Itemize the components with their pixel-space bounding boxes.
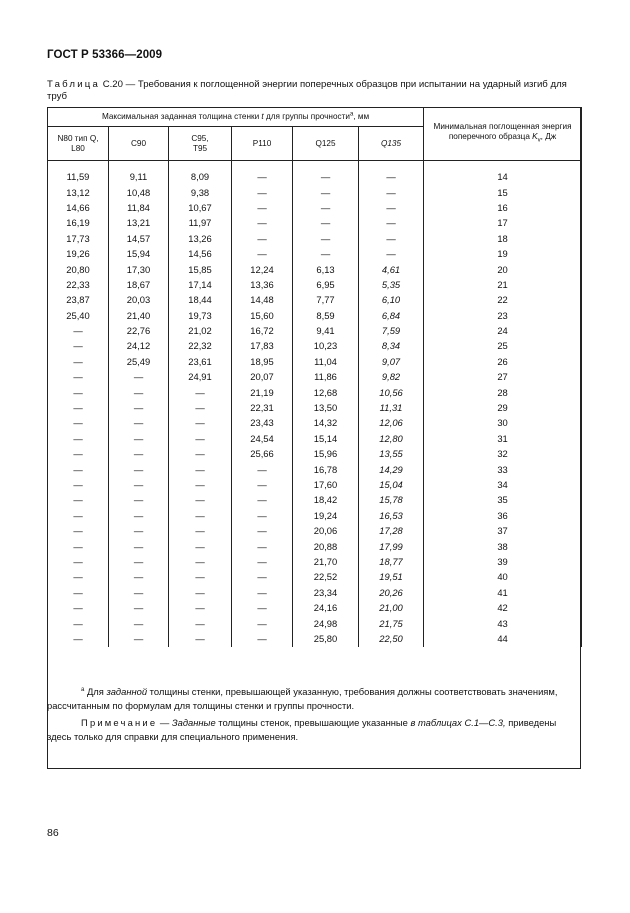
table-row [48,431,582,446]
table-cell: 20,88 [293,538,359,553]
table-cell: — [169,431,232,446]
table-cell: — [293,231,359,246]
table-cell: 11,84 [109,200,169,215]
table-cell: 24 [424,323,582,338]
table-cell: 17,99 [359,538,424,553]
table-cell: — [232,477,293,492]
table-cell: — [48,631,109,647]
table-cell: 10,23 [293,338,359,353]
table-cell: 20,07 [232,369,293,384]
table-cell: 9,41 [293,323,359,338]
caption-text: С.20 — Требования к поглощенной энергии поперечных образцов при испытании на ударный изгиб для труб [47,79,567,102]
table-cell: 12,06 [359,415,424,430]
table-cell: — [169,400,232,415]
table-cell: 43 [424,615,582,630]
table-cell: — [48,569,109,584]
table-cell: 22,33 [48,277,109,292]
table-caption [47,79,583,103]
table-cell: 8,34 [359,338,424,353]
table-cell: 29 [424,400,582,415]
table-cell: — [293,246,359,261]
table-cell: 17,73 [48,231,109,246]
table-cell: — [169,477,232,492]
table-cell: 9,82 [359,369,424,384]
table-cell: — [109,523,169,538]
table-cell: — [232,600,293,615]
table-row [48,277,582,292]
page-number: 86 [47,827,59,839]
table-cell: — [109,569,169,584]
table-cell: 18,42 [293,492,359,507]
table-cell: — [359,200,424,215]
table-cell: 19,24 [293,508,359,523]
table-cell: 17,30 [109,261,169,276]
table-cell: — [232,585,293,600]
table-cell: 6,84 [359,308,424,323]
table-cell: 17,83 [232,338,293,353]
table-cell: — [48,415,109,430]
table-cell: 25,49 [109,354,169,369]
table-row [48,446,582,461]
table-cell: — [48,523,109,538]
table-cell: — [109,631,169,647]
table-cell: 33 [424,461,582,476]
table-cell: 16,72 [232,323,293,338]
table-cell: — [48,600,109,615]
table-cell: 20 [424,261,582,276]
table-cell: — [169,446,232,461]
table-cell: 14,66 [48,200,109,215]
table-cell: — [48,554,109,569]
table-cell: 39 [424,554,582,569]
table-row [48,569,582,584]
table-cell: 15 [424,184,582,199]
table-cell: 22,76 [109,323,169,338]
table-cell: — [169,415,232,430]
wall-thickness-group-header: Максимальная заданная толщина стенки t для группы прочности$^а$, мм [48,108,424,127]
table-cell: — [48,492,109,507]
table-row [48,184,582,199]
table-cell: 17,28 [359,523,424,538]
column-header: C95, T95 [169,127,232,161]
table-cell: 20,26 [359,585,424,600]
table-cell: 41 [424,585,582,600]
table-cell: — [232,200,293,215]
column-header: Q135 [359,127,424,161]
table-cell: 7,77 [293,292,359,307]
table-row [48,215,582,230]
table-cell: — [169,461,232,476]
table-row [48,261,582,276]
table-row [48,200,582,215]
table-cell: 10,48 [109,184,169,199]
table-cell: 18 [424,231,582,246]
table-cell: 44 [424,631,582,647]
table-cell: 9,38 [169,184,232,199]
table-cell: 21,40 [109,308,169,323]
table-cell: 14,48 [232,292,293,307]
table-cell: — [48,508,109,523]
table-cell: 30 [424,415,582,430]
table-cell: 21,02 [169,323,232,338]
table-cell: 24,91 [169,369,232,384]
table-row [48,492,582,507]
table-cell: 13,12 [48,184,109,199]
table-cell: — [169,631,232,647]
table-cell: — [48,369,109,384]
table-cell: 6,95 [293,277,359,292]
table-row [48,477,582,492]
table-cell: 31 [424,431,582,446]
column-header: N80 тип Q, L80 [48,127,109,161]
table-cell: 16,53 [359,508,424,523]
table-cell: — [169,508,232,523]
table-cell: — [232,215,293,230]
table-cell: — [48,400,109,415]
table-cell: — [169,569,232,584]
table-cell: 11,31 [359,400,424,415]
table-row [48,308,582,323]
table-row [48,554,582,569]
table-cell: 15,04 [359,477,424,492]
table-cell: 15,96 [293,446,359,461]
table-cell: 11,04 [293,354,359,369]
energy-column-header: Минимальная поглощенная энергия поперечного образца $K_v$, Дж [424,108,582,161]
table-cell: — [169,538,232,553]
table-cell: — [109,492,169,507]
table-cell: 18,67 [109,277,169,292]
table-cell: 16,78 [293,461,359,476]
column-header: Q125 [293,127,359,161]
table-cell: — [48,323,109,338]
table-cell: 14,56 [169,246,232,261]
table-row [48,338,582,353]
table-cell: — [109,431,169,446]
table-cell: — [169,585,232,600]
table-cell: 35 [424,492,582,507]
table-cell: — [109,384,169,399]
table-cell: 24,16 [293,600,359,615]
table-row [48,585,582,600]
table-cell: 25,66 [232,446,293,461]
table-row [48,400,582,415]
table-cell: 18,95 [232,354,293,369]
table-cell: 9,07 [359,354,424,369]
table-cell: 22,52 [293,569,359,584]
table-cell: 32 [424,446,582,461]
table-cell: — [48,538,109,553]
impact-energy-table [47,107,582,647]
table-cell: — [48,477,109,492]
table-cell: — [109,585,169,600]
table-notes [47,685,581,743]
table-cell: 14 [424,169,582,184]
table-cell: — [232,569,293,584]
table-cell: 23,61 [169,354,232,369]
table-cell: — [232,538,293,553]
table-cell: — [232,169,293,184]
table-cell: 19,26 [48,246,109,261]
table-cell: 12,68 [293,384,359,399]
table-cell: 15,14 [293,431,359,446]
table-cell: 20,03 [109,292,169,307]
table-cell: 16,19 [48,215,109,230]
table-cell: 20,80 [48,261,109,276]
table-cell: — [109,600,169,615]
table-cell: 26 [424,354,582,369]
table-cell: 25,80 [293,631,359,647]
table-row [48,369,582,384]
table-cell: 17,60 [293,477,359,492]
table-cell: 23,34 [293,585,359,600]
table-cell: 22,50 [359,631,424,647]
table-cell: — [169,554,232,569]
table-row [48,384,582,399]
table-cell: 25 [424,338,582,353]
table-cell: 15,85 [169,261,232,276]
table-cell: 8,09 [169,169,232,184]
table-cell: — [48,585,109,600]
table-cell: — [293,215,359,230]
footnote: $^а$ Для заданной толщины стенки, превышающей указанную, требования должны соответствовать значениям, рассчитанным по формулам для толщины стенки и группы прочности. [47,686,558,711]
table-cell: — [109,477,169,492]
table-cell: 21,75 [359,615,424,630]
table-cell: 12,24 [232,261,293,276]
table-cell: — [359,215,424,230]
table-row [48,461,582,476]
table-cell: — [109,461,169,476]
table-row [48,231,582,246]
table-cell: 40 [424,569,582,584]
table-cell: — [48,446,109,461]
table-row [48,615,582,630]
table-cell: 27 [424,369,582,384]
table-cell: — [359,246,424,261]
table-cell: 22 [424,292,582,307]
table-row [48,354,582,369]
table-cell: 20,06 [293,523,359,538]
table-cell: 13,36 [232,277,293,292]
table-cell: — [293,184,359,199]
table-cell: 13,26 [169,231,232,246]
table-cell: 24,98 [293,615,359,630]
table-cell: 15,94 [109,246,169,261]
table-cell: — [48,338,109,353]
table-cell: 38 [424,538,582,553]
table-cell: — [48,354,109,369]
table-cell: 21,19 [232,384,293,399]
table-cell: 19,51 [359,569,424,584]
table-cell: — [169,615,232,630]
table-cell: — [232,231,293,246]
table-cell: 14,57 [109,231,169,246]
table-cell: 23,87 [48,292,109,307]
table-cell: 11,86 [293,369,359,384]
table-cell: 23 [424,308,582,323]
table-cell: 24,12 [109,338,169,353]
table-cell: 4,61 [359,261,424,276]
caption-label: Таблица [47,79,101,90]
table-cell: 24,54 [232,431,293,446]
table-row [48,631,582,647]
document-code: ГОСТ Р 53366—2009 [47,49,163,61]
table-row [48,323,582,338]
table-cell: 5,35 [359,277,424,292]
table-cell: 37 [424,523,582,538]
table-cell: — [232,461,293,476]
table-cell: — [293,169,359,184]
table-cell: — [48,384,109,399]
table-cell: 8,59 [293,308,359,323]
table-cell: 21 [424,277,582,292]
table-row [48,292,582,307]
table-cell: 34 [424,477,582,492]
table-cell: — [232,184,293,199]
table-cell: — [48,615,109,630]
table-cell: 21,00 [359,600,424,615]
table-cell: 7,59 [359,323,424,338]
table-cell: 19,73 [169,308,232,323]
table-cell: — [359,231,424,246]
table-cell: — [359,184,424,199]
table-cell: — [109,508,169,523]
table-cell: 12,80 [359,431,424,446]
table-cell: — [232,554,293,569]
table-cell: — [169,600,232,615]
table-cell: — [232,631,293,647]
table-cell: 9,11 [109,169,169,184]
table-cell: — [232,615,293,630]
table-cell: — [48,431,109,446]
table-cell: — [109,415,169,430]
table-cell: 11,97 [169,215,232,230]
note: Примечание — Заданные толщины стенок, превышающие указанные в таблицах С.1—С.3, приведены здесь только для справки для специального применения. [47,717,557,742]
table-cell: 10,67 [169,200,232,215]
table-cell: — [232,508,293,523]
table-cell: 28 [424,384,582,399]
table-cell: — [109,554,169,569]
table-cell: — [169,523,232,538]
table-row [48,508,582,523]
table-cell: — [109,538,169,553]
table-cell: — [48,461,109,476]
table-cell: 14,32 [293,415,359,430]
table-cell: 22,31 [232,400,293,415]
column-header: P110 [232,127,293,161]
table-row [48,538,582,553]
table-cell: 21,70 [293,554,359,569]
table-cell: — [169,384,232,399]
table-cell: 14,29 [359,461,424,476]
table-cell: 17,14 [169,277,232,292]
table-cell: 23,43 [232,415,293,430]
table-cell: 13,50 [293,400,359,415]
column-header: C90 [109,127,169,161]
table-cell: 42 [424,600,582,615]
table-cell: 17 [424,215,582,230]
table-cell: — [232,246,293,261]
table-cell: — [359,169,424,184]
table-cell: — [109,615,169,630]
table-frame [47,107,581,769]
table-row [48,415,582,430]
table-cell: — [109,400,169,415]
table-cell: — [109,369,169,384]
table-row [48,523,582,538]
table-cell: 22,32 [169,338,232,353]
table-cell: 15,60 [232,308,293,323]
table-cell: — [232,492,293,507]
table-cell: 25,40 [48,308,109,323]
table-cell: 36 [424,508,582,523]
table-row [48,600,582,615]
table-cell: — [232,523,293,538]
table-cell: 11,59 [48,169,109,184]
table-cell: — [293,200,359,215]
table-cell: 6,13 [293,261,359,276]
table-cell: — [109,446,169,461]
table-cell: 18,44 [169,292,232,307]
table-cell: 15,78 [359,492,424,507]
table-cell: 19 [424,246,582,261]
table-cell: 13,21 [109,215,169,230]
table-cell: 10,56 [359,384,424,399]
table-cell: 6,10 [359,292,424,307]
table-cell: 18,77 [359,554,424,569]
table-row [48,246,582,261]
table-cell: 16 [424,200,582,215]
table-cell: — [169,492,232,507]
table-cell: 13,55 [359,446,424,461]
table-row [48,169,582,184]
